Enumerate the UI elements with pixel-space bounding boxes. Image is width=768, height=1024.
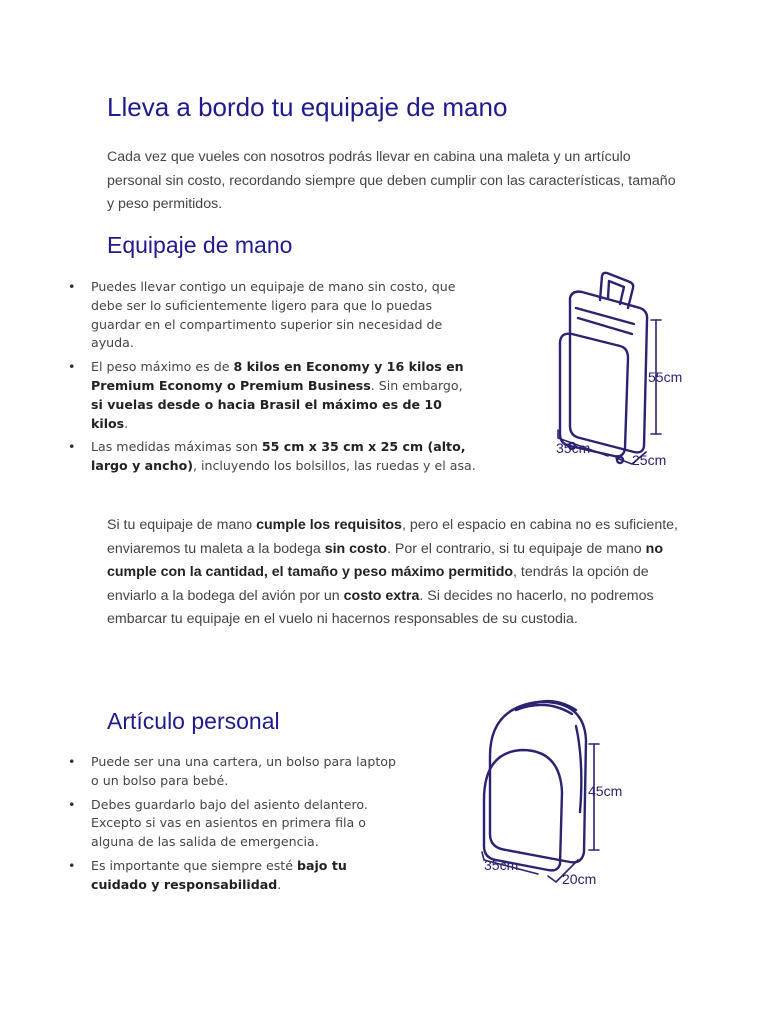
list-item: • Es importante que siempre esté bajo tu cuidado y responsabilidad. (66, 857, 406, 895)
hand-luggage-list (66, 278, 476, 481)
personal-item-list (66, 753, 406, 900)
backpack-illustration (476, 692, 636, 892)
list-item: • Debes guardarlo bajo del asiento delantero. Excepto si vas en asientos en primera fila o alguna de las salida de emergencia. (66, 796, 406, 852)
suitcase-length-label: 35cm (556, 440, 591, 456)
backpack-height-label: 45cm (588, 783, 623, 799)
suitcase-height-label: 55cm (648, 369, 683, 385)
intro-paragraph: Cada vez que vueles con nosotros podrás llevar en cabina una maleta y un artículo personal sin costo, recordando siempre que deben cumplir con las características, tamaño y peso permitidos. (107, 149, 676, 212)
list-item: • Las medidas máximas son 55 cm x 35 cm x 25 cm (alto, largo y ancho), incluyendo los bolsillos, las ruedas y el asa. (66, 438, 476, 476)
suitcase-illustration (548, 268, 698, 473)
page-title: Lleva a bordo tu equipaje de mano (107, 92, 508, 122)
notice-paragraph: Si tu equipaje de mano cumple los requisitos, pero el espacio en cabina no es suficiente, enviaremos tu maleta a la bodega sin costo. Por el contrario, si tu equipaje de mano no cumple con la cantidad, el tamaño y peso máximo permitido, tendrás la opción de enviarlo a la bodega del avión por un costo extra. Si decides no hacerlo, no podremos embarcar tu equipaje en el vuelo ni hacernos responsables de su custodia. (107, 517, 678, 627)
personal-item-heading: Artículo personal (107, 708, 280, 734)
list-item: • El peso máximo es de 8 kilos en Economy y 16 kilos en Premium Economy o Premium Business. Sin embargo, si vuelas desde o hacia Brasil el máximo es de 10 kilos. (66, 358, 476, 433)
suitcase-width-label: 25cm (632, 452, 667, 468)
hand-luggage-heading: Equipaje de mano (107, 232, 293, 258)
list-item: • Puede ser una una cartera, un bolso para laptop o un bolso para bebé. (66, 753, 406, 791)
list-item: • Puedes llevar contigo un equipaje de mano sin costo, que debe ser lo suficientemente ligero para que lo puedas guardar en el compartimento superior sin necesidad de ayuda. (66, 278, 476, 353)
backpack-width-label: 20cm (562, 871, 597, 887)
backpack-length-label: 35cm (484, 857, 519, 873)
